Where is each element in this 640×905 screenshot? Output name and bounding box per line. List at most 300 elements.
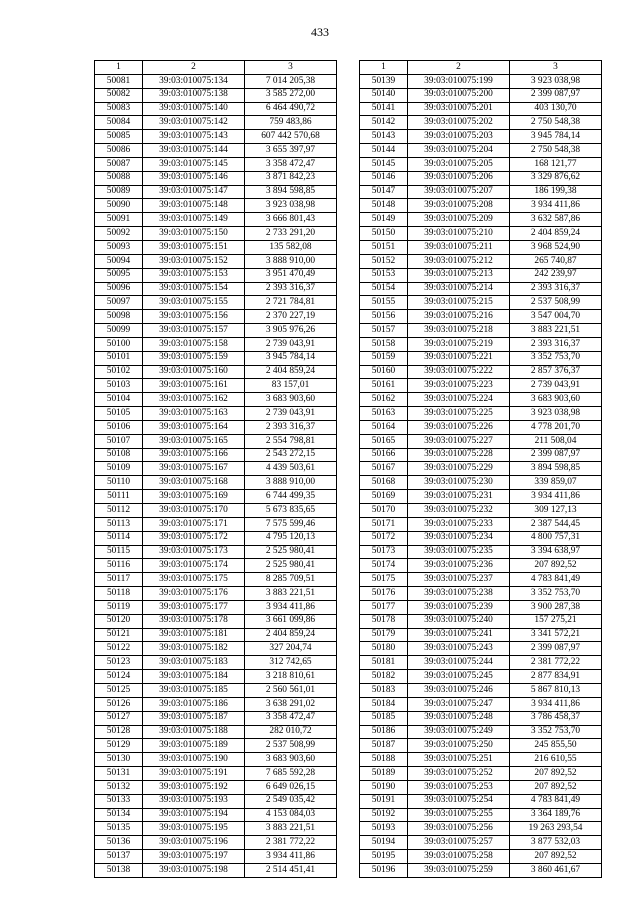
table-row — [360, 725, 602, 739]
row-number-cell: 50087 — [95, 157, 143, 171]
row-number-cell: 50094 — [95, 254, 143, 268]
row-number-cell: 50107 — [95, 434, 143, 448]
table-row — [360, 753, 602, 767]
value-cell: 186 199,38 — [510, 185, 602, 199]
cadastral-number-cell: 39:03:010075:247 — [408, 697, 510, 711]
row-number-cell: 50135 — [95, 822, 143, 836]
table-row — [360, 102, 602, 116]
value-cell: 2 554 798,81 — [245, 434, 337, 448]
cadastral-number-cell: 39:03:010075:150 — [143, 227, 245, 241]
cadastral-number-cell: 39:03:010075:188 — [143, 725, 245, 739]
cadastral-number-cell: 39:03:010075:189 — [143, 739, 245, 753]
cadastral-number-cell: 39:03:010075:146 — [143, 171, 245, 185]
value-cell: 2 750 548,38 — [510, 116, 602, 130]
table-row — [360, 88, 602, 102]
value-cell: 2 537 508,99 — [510, 296, 602, 310]
row-number-cell: 50174 — [360, 559, 408, 573]
cadastral-number-cell: 39:03:010075:138 — [143, 88, 245, 102]
row-number-cell: 50147 — [360, 185, 408, 199]
table-row — [360, 240, 602, 254]
table-row — [360, 393, 602, 407]
value-cell: 211 508,04 — [510, 434, 602, 448]
value-cell: 2 721 784,81 — [245, 296, 337, 310]
cadastral-number-cell: 39:03:010075:222 — [408, 365, 510, 379]
cadastral-number-cell: 39:03:010075:178 — [143, 614, 245, 628]
value-cell: 3 934 411,86 — [510, 199, 602, 213]
cadastral-number-cell: 39:03:010075:257 — [408, 836, 510, 850]
value-cell: 3 661 099,86 — [245, 614, 337, 628]
table-row — [360, 420, 602, 434]
value-cell: 3 218 810,61 — [245, 670, 337, 684]
row-number-cell: 50150 — [360, 227, 408, 241]
value-cell: 8 285 709,51 — [245, 573, 337, 587]
table-row — [360, 407, 602, 421]
cadastral-number-cell: 39:03:010075:240 — [408, 614, 510, 628]
table-row — [95, 448, 337, 462]
value-cell: 83 157,01 — [245, 379, 337, 393]
value-cell: 2 393 316,37 — [510, 282, 602, 296]
cadastral-number-cell: 39:03:010075:215 — [408, 296, 510, 310]
row-number-cell: 50169 — [360, 490, 408, 504]
cadastral-number-cell: 39:03:010075:193 — [143, 794, 245, 808]
row-number-cell: 50143 — [360, 130, 408, 144]
table-row — [360, 282, 602, 296]
row-number-cell: 50167 — [360, 462, 408, 476]
row-number-cell: 50092 — [95, 227, 143, 241]
row-number-cell: 50117 — [95, 573, 143, 587]
table-row — [95, 767, 337, 781]
table-row — [95, 393, 337, 407]
cadastral-number-cell: 39:03:010075:216 — [408, 310, 510, 324]
table-row — [95, 587, 337, 601]
row-number-cell: 50129 — [95, 739, 143, 753]
row-number-cell: 50097 — [95, 296, 143, 310]
value-cell: 2 739 043,91 — [510, 379, 602, 393]
table-row — [95, 227, 337, 241]
table-row — [360, 130, 602, 144]
row-number-cell: 50173 — [360, 545, 408, 559]
row-number-cell: 50111 — [95, 490, 143, 504]
value-cell: 4 153 084,03 — [245, 808, 337, 822]
cadastral-number-cell: 39:03:010075:190 — [143, 753, 245, 767]
value-cell: 4 800 757,31 — [510, 531, 602, 545]
table-row — [95, 213, 337, 227]
table-row — [95, 379, 337, 393]
row-number-cell: 50178 — [360, 614, 408, 628]
row-number-cell: 50189 — [360, 767, 408, 781]
row-number-cell: 50105 — [95, 407, 143, 421]
cadastral-number-cell: 39:03:010075:245 — [408, 670, 510, 684]
cadastral-number-cell: 39:03:010075:226 — [408, 420, 510, 434]
value-cell: 3 934 411,86 — [245, 850, 337, 864]
row-number-cell: 50116 — [95, 559, 143, 573]
row-number-cell: 50095 — [95, 268, 143, 282]
value-cell: 3 934 411,86 — [510, 490, 602, 504]
value-cell: 3 683 903,60 — [245, 753, 337, 767]
row-number-cell: 50191 — [360, 794, 408, 808]
row-number-cell: 50148 — [360, 199, 408, 213]
data-table-left — [94, 60, 337, 878]
row-number-cell: 50096 — [95, 282, 143, 296]
cadastral-number-cell: 39:03:010075:252 — [408, 767, 510, 781]
row-number-cell: 50163 — [360, 407, 408, 421]
value-cell: 3 871 842,23 — [245, 171, 337, 185]
row-number-cell: 50171 — [360, 517, 408, 531]
cadastral-number-cell: 39:03:010075:151 — [143, 240, 245, 254]
cadastral-number-cell: 39:03:010075:212 — [408, 254, 510, 268]
cadastral-number-cell: 39:03:010075:183 — [143, 656, 245, 670]
table-row — [360, 767, 602, 781]
row-number-cell: 50175 — [360, 573, 408, 587]
table-row — [360, 199, 602, 213]
value-cell: 6 649 026,15 — [245, 780, 337, 794]
value-cell: 2 393 316,37 — [510, 337, 602, 351]
table-row — [95, 296, 337, 310]
row-number-cell: 50085 — [95, 130, 143, 144]
row-number-cell: 50093 — [95, 240, 143, 254]
table-row — [360, 559, 602, 573]
table-row — [360, 296, 602, 310]
value-cell: 4 783 841,49 — [510, 794, 602, 808]
value-cell: 216 610,55 — [510, 753, 602, 767]
table-row — [95, 504, 337, 518]
row-number-cell: 50160 — [360, 365, 408, 379]
value-cell: 3 329 876,62 — [510, 171, 602, 185]
value-cell: 2 549 035,42 — [245, 794, 337, 808]
cadastral-number-cell: 39:03:010075:156 — [143, 310, 245, 324]
row-number-cell: 50127 — [95, 711, 143, 725]
value-cell: 135 582,08 — [245, 240, 337, 254]
value-cell: 2 750 548,38 — [510, 144, 602, 158]
value-cell: 3 951 470,49 — [245, 268, 337, 282]
row-number-cell: 50133 — [95, 794, 143, 808]
cadastral-number-cell: 39:03:010075:144 — [143, 144, 245, 158]
table-row — [95, 476, 337, 490]
value-cell: 3 968 524,90 — [510, 240, 602, 254]
cadastral-number-cell: 39:03:010075:166 — [143, 448, 245, 462]
column-header-3: 3 — [510, 61, 602, 75]
value-cell: 207 892,52 — [510, 559, 602, 573]
cadastral-number-cell: 39:03:010075:165 — [143, 434, 245, 448]
row-number-cell: 50193 — [360, 822, 408, 836]
row-number-cell: 50125 — [95, 683, 143, 697]
column-header-3: 3 — [245, 61, 337, 75]
value-cell: 3 547 004,70 — [510, 310, 602, 324]
row-number-cell: 50128 — [95, 725, 143, 739]
table-header-row — [95, 61, 337, 75]
value-cell: 3 352 753,70 — [510, 351, 602, 365]
value-cell: 3 585 272,00 — [245, 88, 337, 102]
row-number-cell: 50118 — [95, 587, 143, 601]
value-cell: 2 560 561,01 — [245, 683, 337, 697]
row-number-cell: 50099 — [95, 324, 143, 338]
cadastral-number-cell: 39:03:010075:161 — [143, 379, 245, 393]
cadastral-number-cell: 39:03:010075:227 — [408, 434, 510, 448]
cadastral-number-cell: 39:03:010075:185 — [143, 683, 245, 697]
value-cell: 19 263 293,54 — [510, 822, 602, 836]
row-number-cell: 50145 — [360, 157, 408, 171]
cadastral-number-cell: 39:03:010075:206 — [408, 171, 510, 185]
value-cell: 2 393 316,37 — [245, 420, 337, 434]
row-number-cell: 50121 — [95, 628, 143, 642]
row-number-cell: 50103 — [95, 379, 143, 393]
row-number-cell: 50158 — [360, 337, 408, 351]
row-number-cell: 50188 — [360, 753, 408, 767]
row-number-cell: 50100 — [95, 337, 143, 351]
table-row — [360, 337, 602, 351]
table-row — [95, 462, 337, 476]
table-row — [95, 628, 337, 642]
row-number-cell: 50170 — [360, 504, 408, 518]
table-row — [95, 780, 337, 794]
row-number-cell: 50101 — [95, 351, 143, 365]
value-cell: 3 358 472,47 — [245, 157, 337, 171]
cadastral-number-cell: 39:03:010075:194 — [143, 808, 245, 822]
table-row — [95, 531, 337, 545]
table-row — [95, 351, 337, 365]
cadastral-number-cell: 39:03:010075:258 — [408, 850, 510, 864]
cadastral-number-cell: 39:03:010075:168 — [143, 476, 245, 490]
value-cell: 3 923 038,98 — [510, 407, 602, 421]
value-cell: 3 683 903,60 — [245, 393, 337, 407]
table-row — [95, 794, 337, 808]
row-number-cell: 50119 — [95, 600, 143, 614]
cadastral-number-cell: 39:03:010075:177 — [143, 600, 245, 614]
value-cell: 4 778 201,70 — [510, 420, 602, 434]
cadastral-number-cell: 39:03:010075:181 — [143, 628, 245, 642]
cadastral-number-cell: 39:03:010075:160 — [143, 365, 245, 379]
row-number-cell: 50196 — [360, 863, 408, 877]
table-row — [95, 254, 337, 268]
value-cell: 2 525 980,41 — [245, 559, 337, 573]
cadastral-number-cell: 39:03:010075:164 — [143, 420, 245, 434]
row-number-cell: 50124 — [95, 670, 143, 684]
cadastral-number-cell: 39:03:010075:203 — [408, 130, 510, 144]
row-number-cell: 50176 — [360, 587, 408, 601]
cadastral-number-cell: 39:03:010075:249 — [408, 725, 510, 739]
value-cell: 7 575 599,46 — [245, 517, 337, 531]
value-cell: 3 786 458,37 — [510, 711, 602, 725]
cadastral-number-cell: 39:03:010075:149 — [143, 213, 245, 227]
row-number-cell: 50114 — [95, 531, 143, 545]
cadastral-number-cell: 39:03:010075:234 — [408, 531, 510, 545]
row-number-cell: 50108 — [95, 448, 143, 462]
table-row — [95, 365, 337, 379]
table-row — [95, 199, 337, 213]
cadastral-number-cell: 39:03:010075:213 — [408, 268, 510, 282]
table-row — [95, 559, 337, 573]
table-row — [360, 531, 602, 545]
value-cell: 327 204,74 — [245, 642, 337, 656]
row-number-cell: 50149 — [360, 213, 408, 227]
table-row — [95, 490, 337, 504]
cadastral-number-cell: 39:03:010075:228 — [408, 448, 510, 462]
table-row — [360, 185, 602, 199]
data-table-right — [359, 60, 602, 878]
table-row — [360, 144, 602, 158]
table-row — [95, 144, 337, 158]
table-row — [360, 116, 602, 130]
table-row — [360, 504, 602, 518]
table-row — [95, 130, 337, 144]
value-cell: 168 121,77 — [510, 157, 602, 171]
cadastral-number-cell: 39:03:010075:196 — [143, 836, 245, 850]
value-cell: 3 934 411,86 — [510, 697, 602, 711]
value-cell: 2 399 087,97 — [510, 88, 602, 102]
row-number-cell: 50165 — [360, 434, 408, 448]
value-cell: 2 537 508,99 — [245, 739, 337, 753]
value-cell: 2 514 451,41 — [245, 863, 337, 877]
column-header-1: 1 — [360, 61, 408, 75]
row-number-cell: 50110 — [95, 476, 143, 490]
cadastral-number-cell: 39:03:010075:210 — [408, 227, 510, 241]
cadastral-number-cell: 39:03:010075:142 — [143, 116, 245, 130]
value-cell: 3 352 753,70 — [510, 725, 602, 739]
cadastral-number-cell: 39:03:010075:167 — [143, 462, 245, 476]
table-row — [360, 587, 602, 601]
row-number-cell: 50183 — [360, 683, 408, 697]
table-row — [95, 116, 337, 130]
row-number-cell: 50141 — [360, 102, 408, 116]
cadastral-number-cell: 39:03:010075:236 — [408, 559, 510, 573]
value-cell: 2 733 291,20 — [245, 227, 337, 241]
cadastral-number-cell: 39:03:010075:211 — [408, 240, 510, 254]
table-row — [95, 517, 337, 531]
table-row — [95, 434, 337, 448]
row-number-cell: 50140 — [360, 88, 408, 102]
row-number-cell: 50194 — [360, 836, 408, 850]
table-row — [95, 711, 337, 725]
table-row — [95, 171, 337, 185]
row-number-cell: 50090 — [95, 199, 143, 213]
table-row — [95, 420, 337, 434]
column-header-2: 2 — [408, 61, 510, 75]
value-cell: 245 855,50 — [510, 739, 602, 753]
cadastral-number-cell: 39:03:010075:159 — [143, 351, 245, 365]
cadastral-number-cell: 39:03:010075:169 — [143, 490, 245, 504]
table-row — [360, 850, 602, 864]
value-cell: 7 014 205,38 — [245, 74, 337, 88]
cadastral-number-cell: 39:03:010075:158 — [143, 337, 245, 351]
table-row — [360, 365, 602, 379]
row-number-cell: 50144 — [360, 144, 408, 158]
table-row — [360, 614, 602, 628]
row-number-cell: 50109 — [95, 462, 143, 476]
row-number-cell: 50089 — [95, 185, 143, 199]
table-header-row — [360, 61, 602, 75]
value-cell: 309 127,13 — [510, 504, 602, 518]
table-row — [360, 517, 602, 531]
row-number-cell: 50136 — [95, 836, 143, 850]
cadastral-number-cell: 39:03:010075:233 — [408, 517, 510, 531]
value-cell: 3 905 976,26 — [245, 324, 337, 338]
cadastral-number-cell: 39:03:010075:140 — [143, 102, 245, 116]
value-cell: 2 543 272,15 — [245, 448, 337, 462]
row-number-cell: 50155 — [360, 296, 408, 310]
value-cell: 157 275,21 — [510, 614, 602, 628]
row-number-cell: 50187 — [360, 739, 408, 753]
table-row — [360, 379, 602, 393]
row-number-cell: 50081 — [95, 74, 143, 88]
row-number-cell: 50159 — [360, 351, 408, 365]
row-number-cell: 50168 — [360, 476, 408, 490]
table-row — [360, 822, 602, 836]
cadastral-number-cell: 39:03:010075:251 — [408, 753, 510, 767]
row-number-cell: 50164 — [360, 420, 408, 434]
column-header-2: 2 — [143, 61, 245, 75]
table-row — [360, 600, 602, 614]
value-cell: 3 894 598,85 — [245, 185, 337, 199]
value-cell: 3 638 291,02 — [245, 697, 337, 711]
cadastral-number-cell: 39:03:010075:241 — [408, 628, 510, 642]
value-cell: 3 655 397,97 — [245, 144, 337, 158]
value-cell: 3 364 189,76 — [510, 808, 602, 822]
cadastral-number-cell: 39:03:010075:232 — [408, 504, 510, 518]
value-cell: 265 740,87 — [510, 254, 602, 268]
cadastral-number-cell: 39:03:010075:221 — [408, 351, 510, 365]
cadastral-number-cell: 39:03:010075:187 — [143, 711, 245, 725]
row-number-cell: 50086 — [95, 144, 143, 158]
row-number-cell: 50153 — [360, 268, 408, 282]
row-number-cell: 50195 — [360, 850, 408, 864]
value-cell: 3 923 038,98 — [510, 74, 602, 88]
value-cell: 207 892,52 — [510, 850, 602, 864]
cadastral-number-cell: 39:03:010075:209 — [408, 213, 510, 227]
value-cell: 3 683 903,60 — [510, 393, 602, 407]
cadastral-number-cell: 39:03:010075:237 — [408, 573, 510, 587]
cadastral-number-cell: 39:03:010075:231 — [408, 490, 510, 504]
table-row — [95, 74, 337, 88]
cadastral-number-cell: 39:03:010075:198 — [143, 863, 245, 877]
cadastral-number-cell: 39:03:010075:254 — [408, 794, 510, 808]
table-row — [360, 739, 602, 753]
row-number-cell: 50106 — [95, 420, 143, 434]
value-cell: 4 795 120,13 — [245, 531, 337, 545]
value-cell: 2 404 859,24 — [245, 628, 337, 642]
cadastral-number-cell: 39:03:010075:171 — [143, 517, 245, 531]
cadastral-number-cell: 39:03:010075:153 — [143, 268, 245, 282]
table-row — [95, 836, 337, 850]
cadastral-number-cell: 39:03:010075:197 — [143, 850, 245, 864]
value-cell: 3 877 532,03 — [510, 836, 602, 850]
row-number-cell: 50088 — [95, 171, 143, 185]
table-row — [360, 324, 602, 338]
row-number-cell: 50180 — [360, 642, 408, 656]
value-cell: 3 883 221,51 — [510, 324, 602, 338]
cadastral-number-cell: 39:03:010075:246 — [408, 683, 510, 697]
table-row — [360, 171, 602, 185]
table-row — [360, 434, 602, 448]
cadastral-number-cell: 39:03:010075:214 — [408, 282, 510, 296]
cadastral-number-cell: 39:03:010075:259 — [408, 863, 510, 877]
table-row — [360, 863, 602, 877]
value-cell: 3 923 038,98 — [245, 199, 337, 213]
row-number-cell: 50113 — [95, 517, 143, 531]
row-number-cell: 50181 — [360, 656, 408, 670]
cadastral-number-cell: 39:03:010075:195 — [143, 822, 245, 836]
row-number-cell: 50115 — [95, 545, 143, 559]
cadastral-number-cell: 39:03:010075:145 — [143, 157, 245, 171]
table-row — [95, 337, 337, 351]
value-cell: 2 387 544,45 — [510, 517, 602, 531]
value-cell: 2 399 087,97 — [510, 448, 602, 462]
table-row — [95, 656, 337, 670]
table-row — [360, 448, 602, 462]
table-row — [95, 324, 337, 338]
row-number-cell: 50177 — [360, 600, 408, 614]
value-cell: 3 883 221,51 — [245, 587, 337, 601]
table-row — [360, 808, 602, 822]
